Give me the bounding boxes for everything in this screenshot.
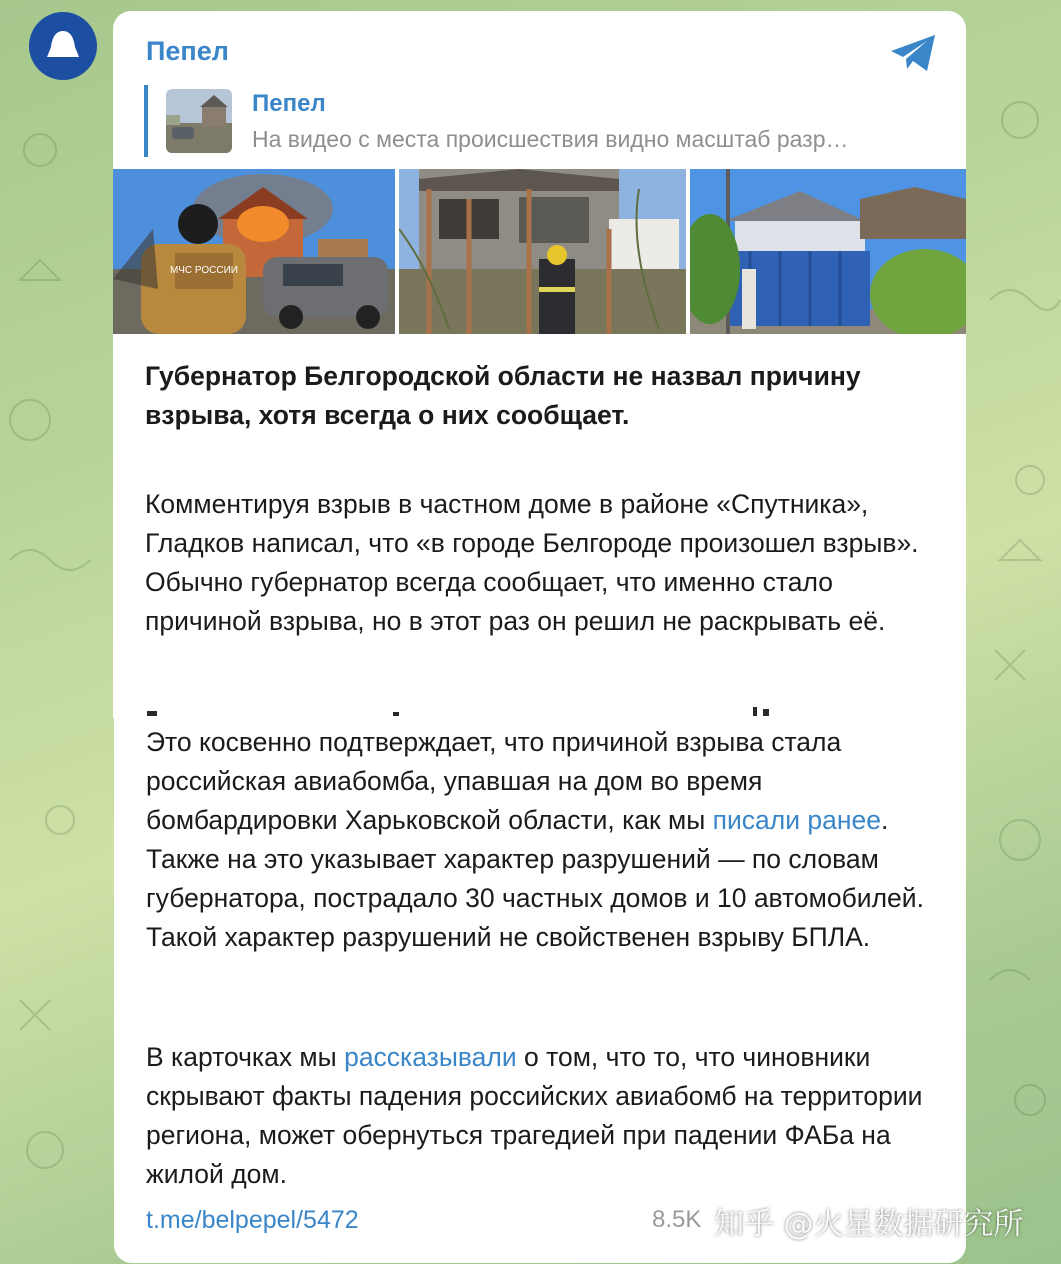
message-permalink[interactable]: t.me/belpepel/5472 <box>146 1206 359 1234</box>
channel-name[interactable]: Пепел <box>146 36 229 66</box>
link-written-earlier[interactable]: писали ранее <box>712 805 881 835</box>
message-card-bottom <box>114 718 1024 1263</box>
telegram-plane-icon[interactable] <box>889 33 937 73</box>
paragraph-3-text-end: о том, что то, что чиновники скрывают факты падения российских авиабомб на территории региона, может обернуться трагедией при падении ФАБа на жилой дом. <box>146 1042 923 1189</box>
view-count: 8.5K <box>652 1206 702 1233</box>
post-paragraph-2 <box>146 723 946 957</box>
photo-destroyed-house-firefighter[interactable] <box>399 169 686 334</box>
post-paragraph-1: Комментируя взрыв в частном доме в районе «Спутника», Гладков написал, что «в городе Белгороде произошел взрыв». Обычно губернатор всегда сообщает, что именно стало причиной взрыва, но в этот раз он решил не раскрывать её. <box>145 489 919 636</box>
paragraph-3-text-start: В карточках мы <box>146 1042 345 1072</box>
forwarded-title: Пепел <box>252 89 326 117</box>
watermark: 知乎 @火星数据研究所 <box>714 1207 1024 1242</box>
channel-avatar[interactable] <box>29 12 97 80</box>
photo-badge: МЧС РОССИИ <box>170 265 238 276</box>
paragraph-2-text-end: . Также на это указывает характер разрушений — по словам губернатора, пострадало 30 частных домов и 10 автомобилей. Такой характер разрушений не свойственен взрыву БПЛА. <box>146 805 924 952</box>
forwarded-preview: На видео с места происшествия видно масштаб разр… <box>252 125 849 152</box>
message-card-top <box>113 11 966 718</box>
paragraph-2-text-start: Это косвенно подтверждает, что причиной взрыва стала российская авиабомба, упавшая на дом во время бомбардировки Харьковской области, как мы <box>146 727 842 835</box>
cut-text-fragment <box>143 703 843 717</box>
post-paragraph-3 <box>146 1038 946 1194</box>
forwarded-thumbnail <box>166 89 232 153</box>
photo-firefighter-burning-house[interactable] <box>113 169 395 334</box>
photo-album <box>113 169 966 334</box>
photo-damaged-blue-house[interactable] <box>690 169 966 334</box>
link-told-about[interactable]: рассказывали <box>344 1042 517 1072</box>
post-headline: Губернатор Белгородской области не назвал причину взрыва, хотя всегда о них сообщает. <box>145 361 861 430</box>
bell-icon <box>45 29 81 63</box>
forwarded-message[interactable] <box>144 85 944 157</box>
